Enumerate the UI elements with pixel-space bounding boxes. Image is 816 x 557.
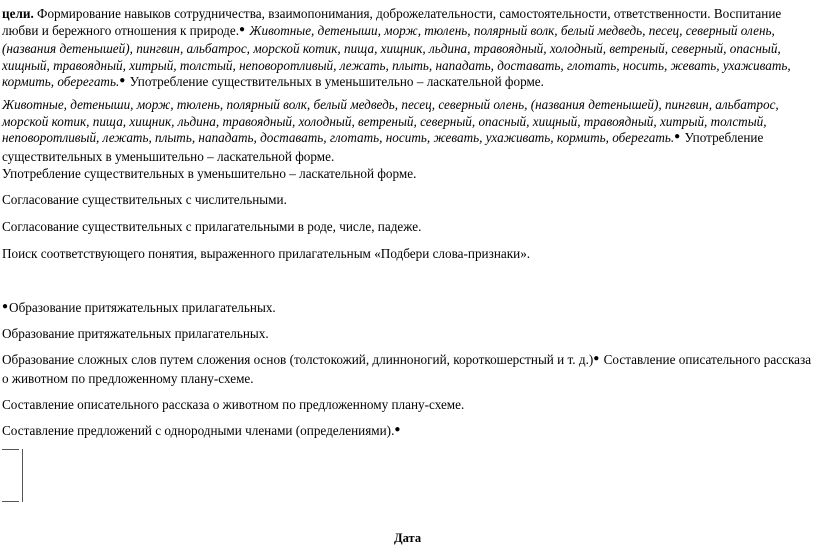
task-line (2, 423, 812, 442)
task-line: Согласование существительных с прилагательными в роде, числе, падеже. (2, 219, 422, 234)
goals-label: цели. (2, 6, 34, 21)
table-border (2, 501, 19, 502)
task-line-text: Составление предложений с однородными членами (определениями). (2, 423, 395, 438)
task-line (2, 300, 812, 319)
vocabulary-paragraph (2, 97, 812, 165)
bullet-icon: ● (119, 75, 126, 87)
task-line-text: Образование притяжательных прилагательных. (9, 300, 276, 315)
task-line: Употребление существительных в уменьшительно – ласкательной форме. (2, 166, 417, 181)
task-line-tail: Составление описательного рассказа о животном по предложенному плану-схеме. (2, 352, 812, 386)
vocabulary-text: Животные, детеныши, морж, тюлень, полярный волк, белый медведь, песец, северный олень, (названия детенышей), пингвин, альбатрос, морской котик, пища, хищник, льдина, травоядный, холодный, ветреный, северный, опасный, хищный, травоядный, хитрый, толстый, неповоротливый, лежать, плыть, нападать, доставать, глотать, носить, жевать, ухаживать, кормить, оберегать. (2, 97, 779, 146)
goals-text: Формирование навыков сотрудничества, взаимопонимания, доброжелательности, самостоятельности, ответственности. Воспитание любви и бережного отношения к природе. (2, 6, 782, 38)
task-line: Составление описательного рассказа о животном по предложенному плану-схеме. (2, 397, 465, 412)
bullet-icon: ● (2, 301, 9, 312)
task-line: Поиск соответствующего понятия, выраженного прилагательным «Подбери слова-признаки». (2, 246, 531, 261)
vocabulary-tail: Употребление существительных в уменьшительно – ласкательной форме. (2, 130, 764, 164)
date-label: Дата (394, 531, 422, 545)
bullet-icon: ● (239, 23, 246, 35)
task-paragraph (2, 352, 812, 387)
bullet-icon: ● (674, 131, 681, 143)
task-line: Согласование существительных с числительными. (2, 192, 287, 207)
table-border (2, 449, 19, 450)
task-line-text: Образование сложных слов путем сложения основ (толстокожий, длинноногий, короткошерстный и т. д.) (2, 352, 594, 367)
task-line: Образование притяжательных прилагательных. (2, 326, 269, 341)
goals-tail: Употребление существительных в уменьшительно – ласкательной форме. (126, 74, 544, 90)
bullet-icon: ● (394, 424, 401, 435)
bullet-icon: ● (593, 353, 600, 364)
goals-paragraph (2, 6, 812, 93)
vocabulary-text: Животные, детеныши, морж, тюлень, полярный волк, белый медведь, песец, северный олень, (названия детенышей), пингвин, альбатрос, морской котик, пища, хищник, льдина, травоядный, холодный, ветреный, северный, опасный, хищный, травоядный, хитрый, толстый, неповоротливый, лежать, плыть, нападать, доставать, глотать, носить, жевать, ухаживать, кормить, оберегать. (2, 22, 791, 90)
table-border (22, 449, 23, 502)
